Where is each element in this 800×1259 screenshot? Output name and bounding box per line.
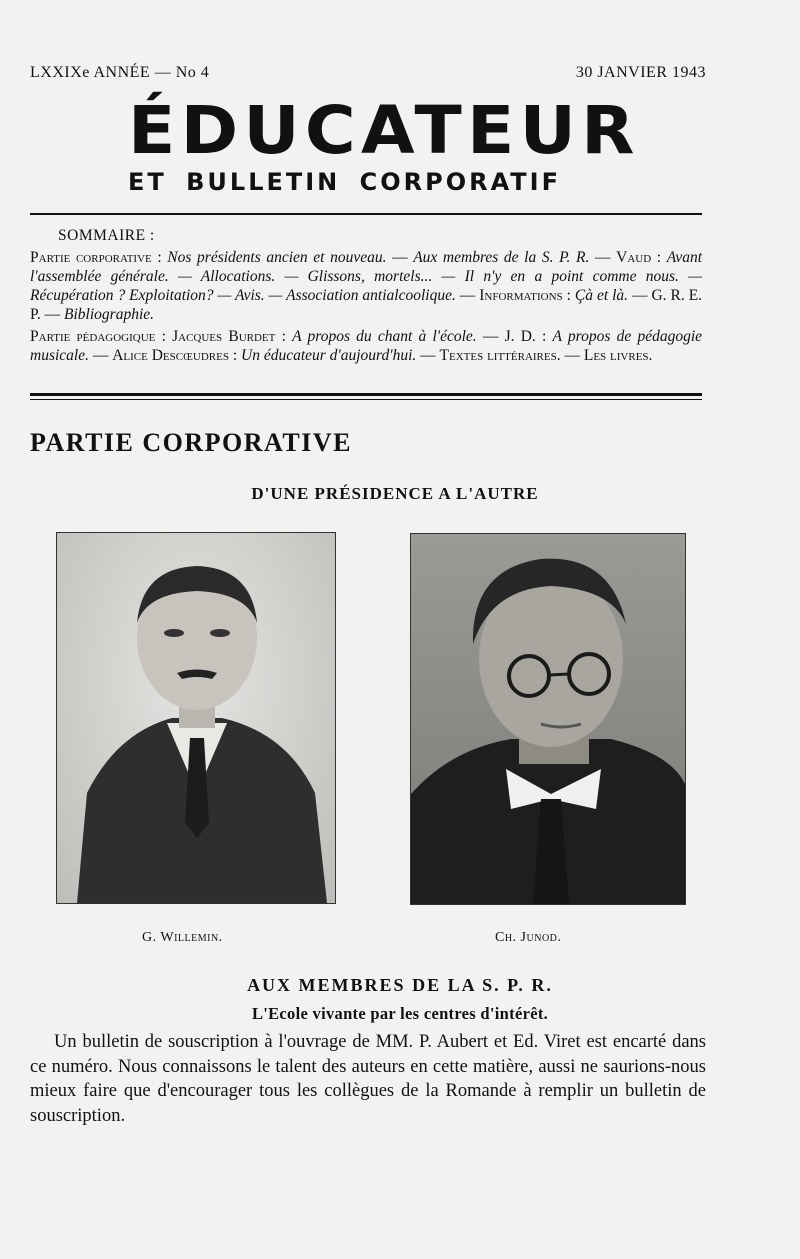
sommaire-heading: SOMMAIRE : (58, 227, 155, 244)
table-of-contents (30, 226, 702, 368)
issue-date: 30 JANVIER 1943 (575, 64, 706, 81)
divider-top (30, 213, 702, 215)
caption-willemin: G. Willemin. (142, 930, 223, 945)
sommaire-corporative: Partie corporative : Nos présidents ancien et nouveau. — Aux membres de la S. P. R. — Vaud : Avant l'assemblée générale. — Allocations. — Glissons, mortels... — Il n'y en a point comme nous. — Récupération ? Exploitation? — Avis. — Association antialcoolique. — Informations : Çà et là. — G. R. E. P. — Bibliographie. (30, 249, 703, 323)
divider-double-top (30, 393, 702, 396)
vaud-items: Avant l'assemblée générale. — Allocations. — Glissons, mortels... — Il n'y en a point comme nous. — Récupération ? Exploitation? — Avis. — Association antialcoolique. (30, 249, 703, 304)
article-title: D'UNE PRÉSIDENCE A L'AUTRE (251, 484, 539, 503)
textes-litteraires: Textes littéraires. (439, 347, 561, 364)
article2-body: Un bulletin de souscription à l'ouvrage de MM. P. Aubert et Ed. Viret est encarté dans ce numéro. Nous connaissons le talent des auteurs en cette matière, aussi ne saurions-nous mieux faire que d'encourager tous les collègues de la Romande à remplir un bulletin de souscription. (30, 1032, 706, 1126)
article2-title: AUX MEMBRES DE LA S. P. R. (247, 975, 553, 995)
sommaire-pedagogique: Partie pédagogique : Jacques Burdet : A propos du chant à l'école. — J. D. : A propos de pédagogie musicale. — Alice Descœudres : Un éducateur d'aujourd'hui. — Textes littéraires. — Les livres. (30, 328, 703, 364)
pedagogique-label: Partie pédagogique (30, 328, 156, 345)
masthead (128, 92, 640, 196)
bibliographie-item: Bibliographie. (64, 306, 155, 323)
pedagogique-author-3: Alice Descœudres (112, 347, 229, 364)
vaud-label: Vaud (616, 249, 652, 266)
issue-number: LXXIXe ANNÉE — No 4 (30, 64, 210, 81)
pedagogique-author-2: J. D. (504, 328, 536, 345)
article2-subtitle: L'Ecole vivante par les centres d'intérêt. (251, 1004, 549, 1023)
pedagogique-title-3: Un éducateur d'aujourd'hui. (241, 347, 417, 364)
masthead-title: ÉDUCATEUR (128, 92, 640, 169)
pedagogique-author-1: Jacques Burdet (172, 328, 276, 345)
informations-label: Informations (479, 287, 563, 304)
corporative-item-2: Aux membres de la S. P. R. (413, 249, 590, 266)
informations-items: Çà et là. (574, 287, 629, 304)
portrait-photo-willemin (56, 532, 336, 904)
corporative-label: Partie corporative (30, 249, 152, 266)
pedagogique-title-1: A propos du chant à l'école. (292, 328, 477, 345)
portrait-photo-junod (410, 533, 686, 905)
portrait-willemin-illustration (57, 533, 335, 903)
divider-double-bottom (30, 399, 702, 400)
caption-junod: Ch. Junod. (495, 930, 562, 945)
grep-label: G. R. E. P. (30, 287, 703, 323)
masthead-subtitle: ET BULLETIN CORPORATIF (128, 168, 561, 196)
les-livres: Les livres. (583, 347, 653, 364)
section-title: PARTIE CORPORATIVE (30, 428, 352, 457)
corporative-item-1: Nos présidents ancien et nouveau. (167, 249, 387, 266)
portrait-junod-illustration (411, 534, 685, 904)
issue-header (30, 64, 706, 82)
pedagogique-title-2: A propos de pédagogie musicale. (30, 328, 703, 364)
